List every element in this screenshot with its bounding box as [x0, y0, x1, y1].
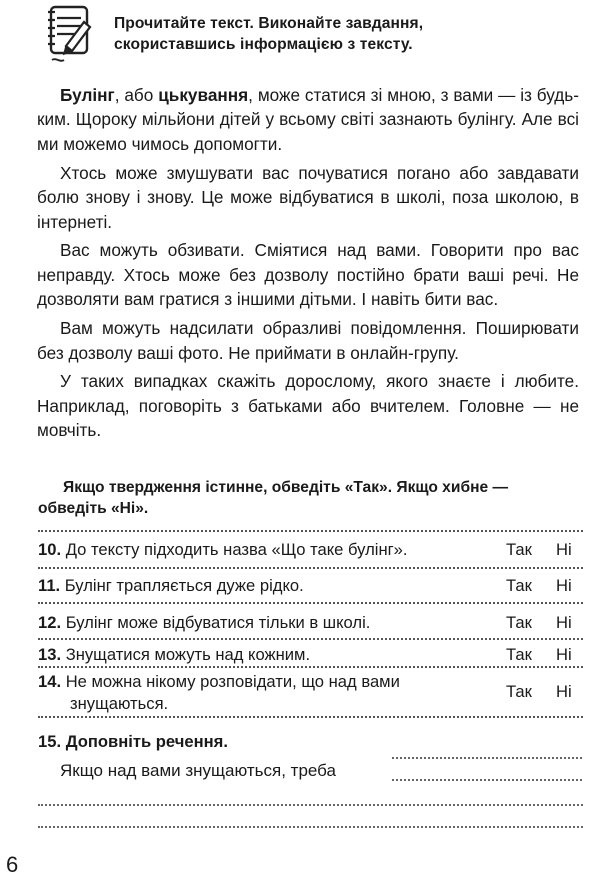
answer-line[interactable]	[38, 826, 583, 828]
question-text: Булінг може відбуватися тільки в школі.	[65, 613, 371, 632]
paragraph-1-rest: , може статися зі мною, з вами — із будь-ким. Щороку мільйони дітей у всьому світі зазнають булінгу. Але всі ми можемо чимось допомогти.	[37, 85, 579, 154]
page-number: 6	[6, 852, 19, 877]
question-text: До тексту підходить назва «Що таке булінг».	[65, 540, 408, 559]
question-15-label: Доповніть речення.	[65, 732, 228, 751]
row-divider	[38, 716, 583, 718]
question-13	[38, 645, 583, 665]
row-divider	[38, 530, 583, 532]
paragraph-5: У таких випадках скажіть дорослому, якого знаєте і любите. Наприклад, поговоріть з батьками або вчителем. Головне — не мовчіть.	[37, 371, 579, 441]
answer-yes[interactable]: Так	[506, 576, 532, 595]
question-number: 14.	[38, 672, 62, 691]
instruction-line-1: Прочитайте текст. Виконайте завдання,	[114, 15, 424, 32]
task-line-1: Якщо твердження істинне, обведіть «Так». Якщо хибне —	[63, 479, 509, 496]
row-divider	[38, 602, 583, 604]
answer-line[interactable]	[38, 804, 583, 806]
question-11	[38, 576, 583, 596]
answer-yes[interactable]: Так	[506, 540, 532, 559]
question-12	[38, 613, 583, 633]
paragraph-4: Вам можуть надсилати образливі повідомлення. Поширювати без дозволу ваші фото. Не приймати в онлайн-групу.	[37, 318, 579, 363]
instruction-heading	[114, 13, 584, 55]
paragraph-2: Хтось може змушувати вас почуватися погано або завдавати болю знову і знову. Це може відбуватися в школі, поза школою, в інтернеті.	[37, 162, 579, 232]
answer-line[interactable]	[392, 779, 582, 781]
row-divider	[38, 638, 583, 640]
answer-no[interactable]: Ні	[556, 645, 572, 664]
question-14	[38, 672, 583, 714]
question-10	[38, 540, 583, 560]
question-number: 15.	[38, 732, 62, 751]
question-text: Булінг трапляється дуже рідко.	[64, 576, 304, 595]
answer-no[interactable]: Ні	[556, 613, 572, 632]
term-bulling: Булінг	[60, 85, 115, 105]
question-number: 11.	[38, 576, 61, 595]
question-number: 10.	[38, 540, 62, 559]
paragraph-3: Вас можуть обзивати. Сміятися над вами. Говорити про вас неправду. Хтось може без дозволу постійно брати ваші речі. Не дозволяти вам гратися з іншими дітьми. І навіть бити вас.	[37, 240, 579, 310]
row-divider	[38, 666, 583, 668]
task-line-2: обведіть «Ні».	[38, 500, 149, 517]
notebook-pen-icon	[44, 4, 100, 66]
paragraph-1-mid: , або	[114, 85, 159, 105]
answer-yes[interactable]: Так	[506, 613, 532, 632]
reading-text	[37, 83, 579, 447]
question-text-line-2: знущаються.	[70, 694, 169, 713]
answer-yes[interactable]: Так	[506, 682, 532, 701]
answer-no[interactable]: Ні	[556, 682, 572, 701]
answer-line[interactable]	[392, 757, 582, 759]
answer-yes[interactable]: Так	[506, 645, 532, 664]
question-text: Не можна нікому розповідати, що над вами	[65, 672, 400, 691]
answer-no[interactable]: Ні	[556, 576, 572, 595]
question-15	[38, 732, 228, 752]
question-number: 12.	[38, 613, 62, 632]
paragraph-1	[37, 83, 579, 156]
answer-no[interactable]: Ні	[556, 540, 572, 559]
sentence-start: Якщо над вами знущаються, треба	[60, 761, 336, 780]
term-tskuvannia: цькування	[158, 85, 249, 105]
question-number: 13.	[38, 645, 62, 664]
instruction-line-2: скориставшись інформацією з тексту.	[114, 36, 413, 53]
question-text: Знущатися можуть над кожним.	[65, 645, 311, 664]
true-false-instruction	[38, 477, 583, 519]
row-divider	[38, 567, 583, 569]
